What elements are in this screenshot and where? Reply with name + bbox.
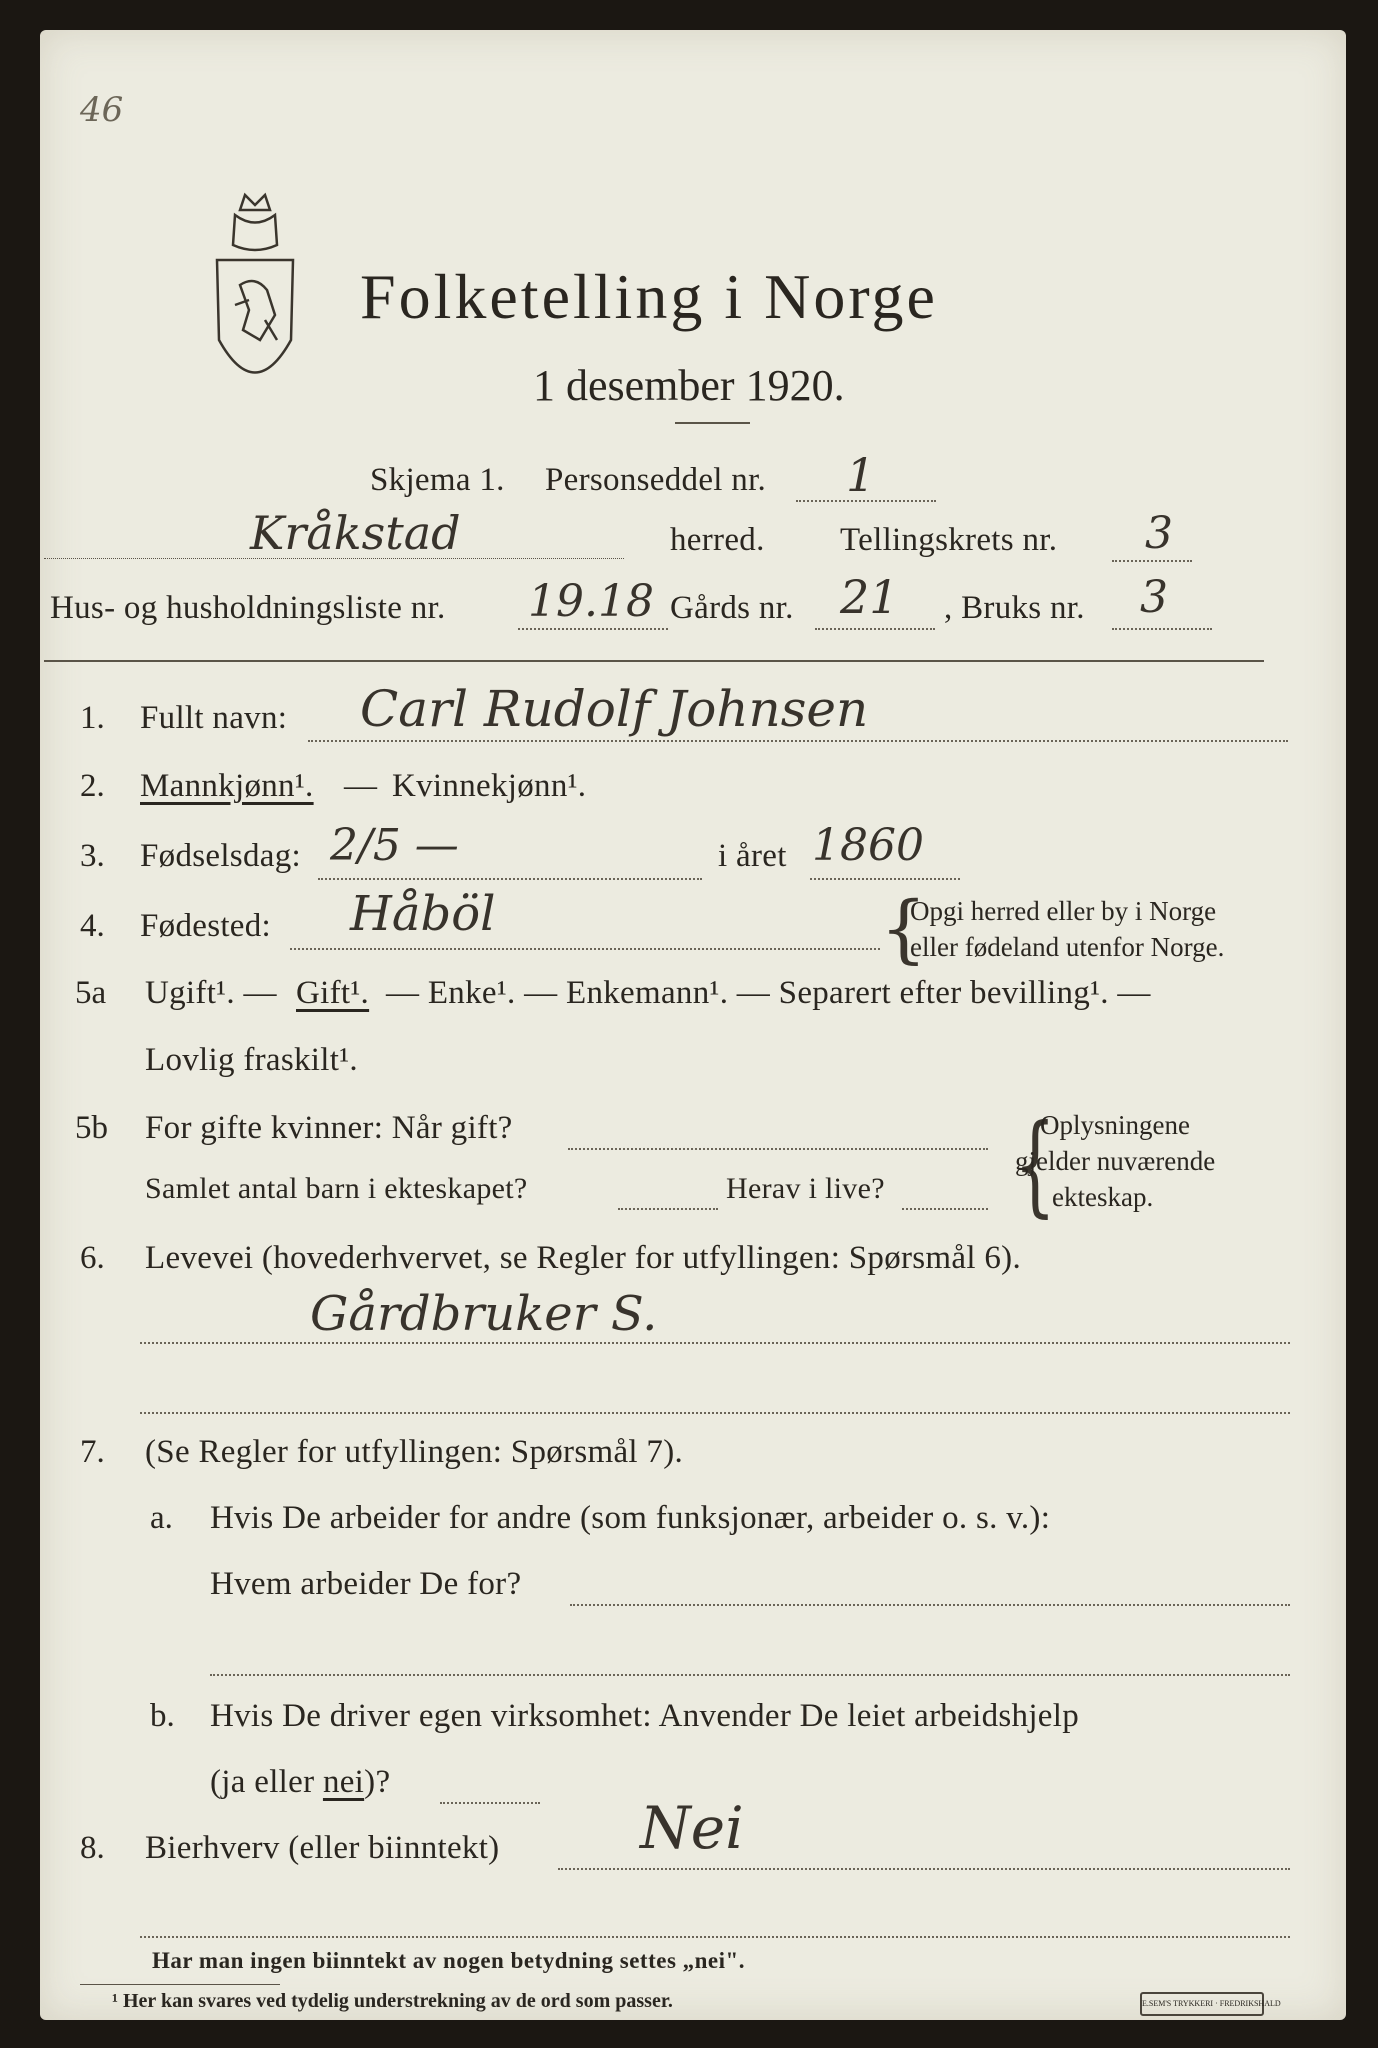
footnote: ¹ Her kan svares ved tydelig understrekning av de ord som passer. <box>112 1990 673 2012</box>
q1-number: 1. <box>80 700 105 736</box>
q2-option-kvinnekjonn[interactable]: Kvinnekjønn¹. <box>392 768 587 804</box>
q5b-children-line <box>618 1208 718 1210</box>
personseddel-value[interactable]: 1 <box>846 448 876 502</box>
q8-line1 <box>558 1868 1290 1870</box>
q3-year-line <box>810 878 960 880</box>
q5b-note-line3: ekteskap. <box>1052 1182 1154 1212</box>
q4-label: Fødested: <box>140 908 272 944</box>
coat-of-arms-icon <box>205 190 305 420</box>
q5b-number: 5b <box>75 1110 108 1146</box>
q6-number: 6. <box>80 1240 105 1276</box>
q7a-answer-line2 <box>210 1674 1290 1676</box>
q1-value-full-name[interactable]: Carl Rudolf Johnsen <box>360 680 869 738</box>
skjema-label: Skjema 1. <box>370 462 505 498</box>
q7a-number: a. <box>150 1500 173 1536</box>
gards-line <box>815 628 935 630</box>
q4-note-line2: eller fødeland utenfor Norge. <box>910 932 1225 962</box>
herred-value[interactable]: Kråkstad <box>250 506 461 560</box>
q7-number: 7. <box>80 1434 105 1470</box>
q3-date-line <box>318 878 702 880</box>
q4-number: 4. <box>80 908 105 944</box>
q8-value[interactable]: Nei <box>640 1794 744 1862</box>
q5a-number: 5a <box>75 975 107 1011</box>
q6-label: Levevei (hovederhvervet, se Regler for utfyllingen: Spørsmål 6). <box>145 1240 1022 1276</box>
q7a-answer-line1 <box>570 1604 1290 1606</box>
q2-separator: — <box>344 768 378 804</box>
q5b-note-line2: gjelder nuværende <box>1015 1146 1216 1176</box>
q7b-line2 <box>210 1764 390 1801</box>
tellingskrets-label: Tellingskrets nr. <box>840 522 1058 558</box>
q5a-option-ugift[interactable]: Ugift¹. — <box>145 975 277 1011</box>
q7b-option-nei[interactable]: nei <box>322 1764 365 1800</box>
q5a-options-rest[interactable]: — Enke¹. — Enkemann¹. — Separert efter bevilling¹. — <box>386 975 1151 1011</box>
q2-option-mannkjonn[interactable]: Mannkjønn¹. <box>140 768 314 804</box>
q5b-note-line1: Oplysningene <box>1040 1110 1190 1140</box>
q7a-line1: Hvis De arbeider for andre (som funksjonær, arbeider o. s. v.): <box>210 1500 1051 1536</box>
census-form <box>40 30 1346 2020</box>
q7a-line2: Hvem arbeider De for? <box>210 1566 522 1602</box>
bruks-line <box>1112 628 1212 630</box>
q6-value-occupation[interactable]: Gårdbruker S. <box>310 1286 658 1342</box>
q5b-children-label: Samlet antal barn i ekteskapet? <box>145 1172 528 1205</box>
footer-note: Har man ingen biinntekt av nogen betydning settes „nei". <box>152 1948 746 1973</box>
gards-value[interactable]: 21 <box>840 570 899 624</box>
q8-line2 <box>140 1936 1290 1938</box>
q5b-alive-label: Herav i live? <box>726 1172 885 1205</box>
tellingskrets-value[interactable]: 3 <box>1145 508 1173 559</box>
q7-label: (Se Regler for utfyllingen: Spørsmål 7). <box>145 1434 684 1470</box>
footnote-divider <box>80 1984 280 1985</box>
q2-number: 2. <box>80 768 105 804</box>
q4-note-line1: Opgi herred eller by i Norge <box>910 896 1217 926</box>
bruks-label: , Bruks nr. <box>944 590 1085 626</box>
form-date: 1 desember 1920. <box>533 361 845 410</box>
q1-line <box>308 740 1288 742</box>
q3-year-label: i året <box>718 838 787 874</box>
q8-label: Bierhverv (eller biinntekt) <box>145 1830 500 1866</box>
q6-line1 <box>140 1342 1290 1344</box>
q7b-text-end: )? <box>364 1764 391 1800</box>
q7b-line1: Hvis De driver egen virksomhet: Anvender De leiet arbeidshjelp <box>210 1698 1080 1734</box>
q3-number: 3. <box>80 838 105 874</box>
q1-label: Fullt navn: <box>140 700 288 736</box>
q5b-line1: For gifte kvinner: Når gift? <box>145 1110 513 1146</box>
q7b-answer-line <box>440 1802 540 1804</box>
hus-line <box>518 628 668 630</box>
q4-line <box>290 948 880 950</box>
q7b-text-ja: (ja eller <box>210 1764 323 1800</box>
herred-label: herred. <box>670 522 765 558</box>
margin-note: 46 <box>80 90 124 130</box>
personseddel-label: Personseddel nr. <box>545 462 767 498</box>
printer-stamp: E.SEM'S TRYKKERI · FREDRIKSHALD <box>1140 1992 1264 2016</box>
hus-value[interactable]: 19.18 <box>528 576 654 627</box>
herred-line <box>44 558 624 559</box>
q5b-brace: { <box>1014 1100 1056 1228</box>
title-divider <box>675 422 750 424</box>
q3-value-birthdate[interactable]: 2/5 — <box>330 820 459 871</box>
q8-number: 8. <box>80 1830 105 1866</box>
q5b-when-line <box>568 1148 988 1150</box>
q7b-number: b. <box>150 1698 175 1734</box>
q5b-alive-line <box>902 1208 988 1210</box>
q4-brace: { <box>880 886 928 972</box>
header-divider <box>44 660 1264 662</box>
q3-year-value[interactable]: 1860 <box>812 820 924 871</box>
bruks-value[interactable]: 3 <box>1140 572 1168 623</box>
q5a-option-fraskilt[interactable]: Lovlig fraskilt¹. <box>145 1042 358 1078</box>
form-title: Folketelling i Norge <box>360 261 938 332</box>
q6-line2 <box>140 1412 1290 1414</box>
tellingskrets-line <box>1112 560 1192 562</box>
q5a-option-gift[interactable]: Gift¹. <box>296 975 370 1011</box>
hus-label: Hus- og husholdningsliste nr. <box>50 590 446 626</box>
q4-value-birthplace[interactable]: Håböl <box>350 886 496 942</box>
gards-label: Gårds nr. <box>670 590 794 626</box>
q3-label: Fødselsdag: <box>140 838 301 874</box>
